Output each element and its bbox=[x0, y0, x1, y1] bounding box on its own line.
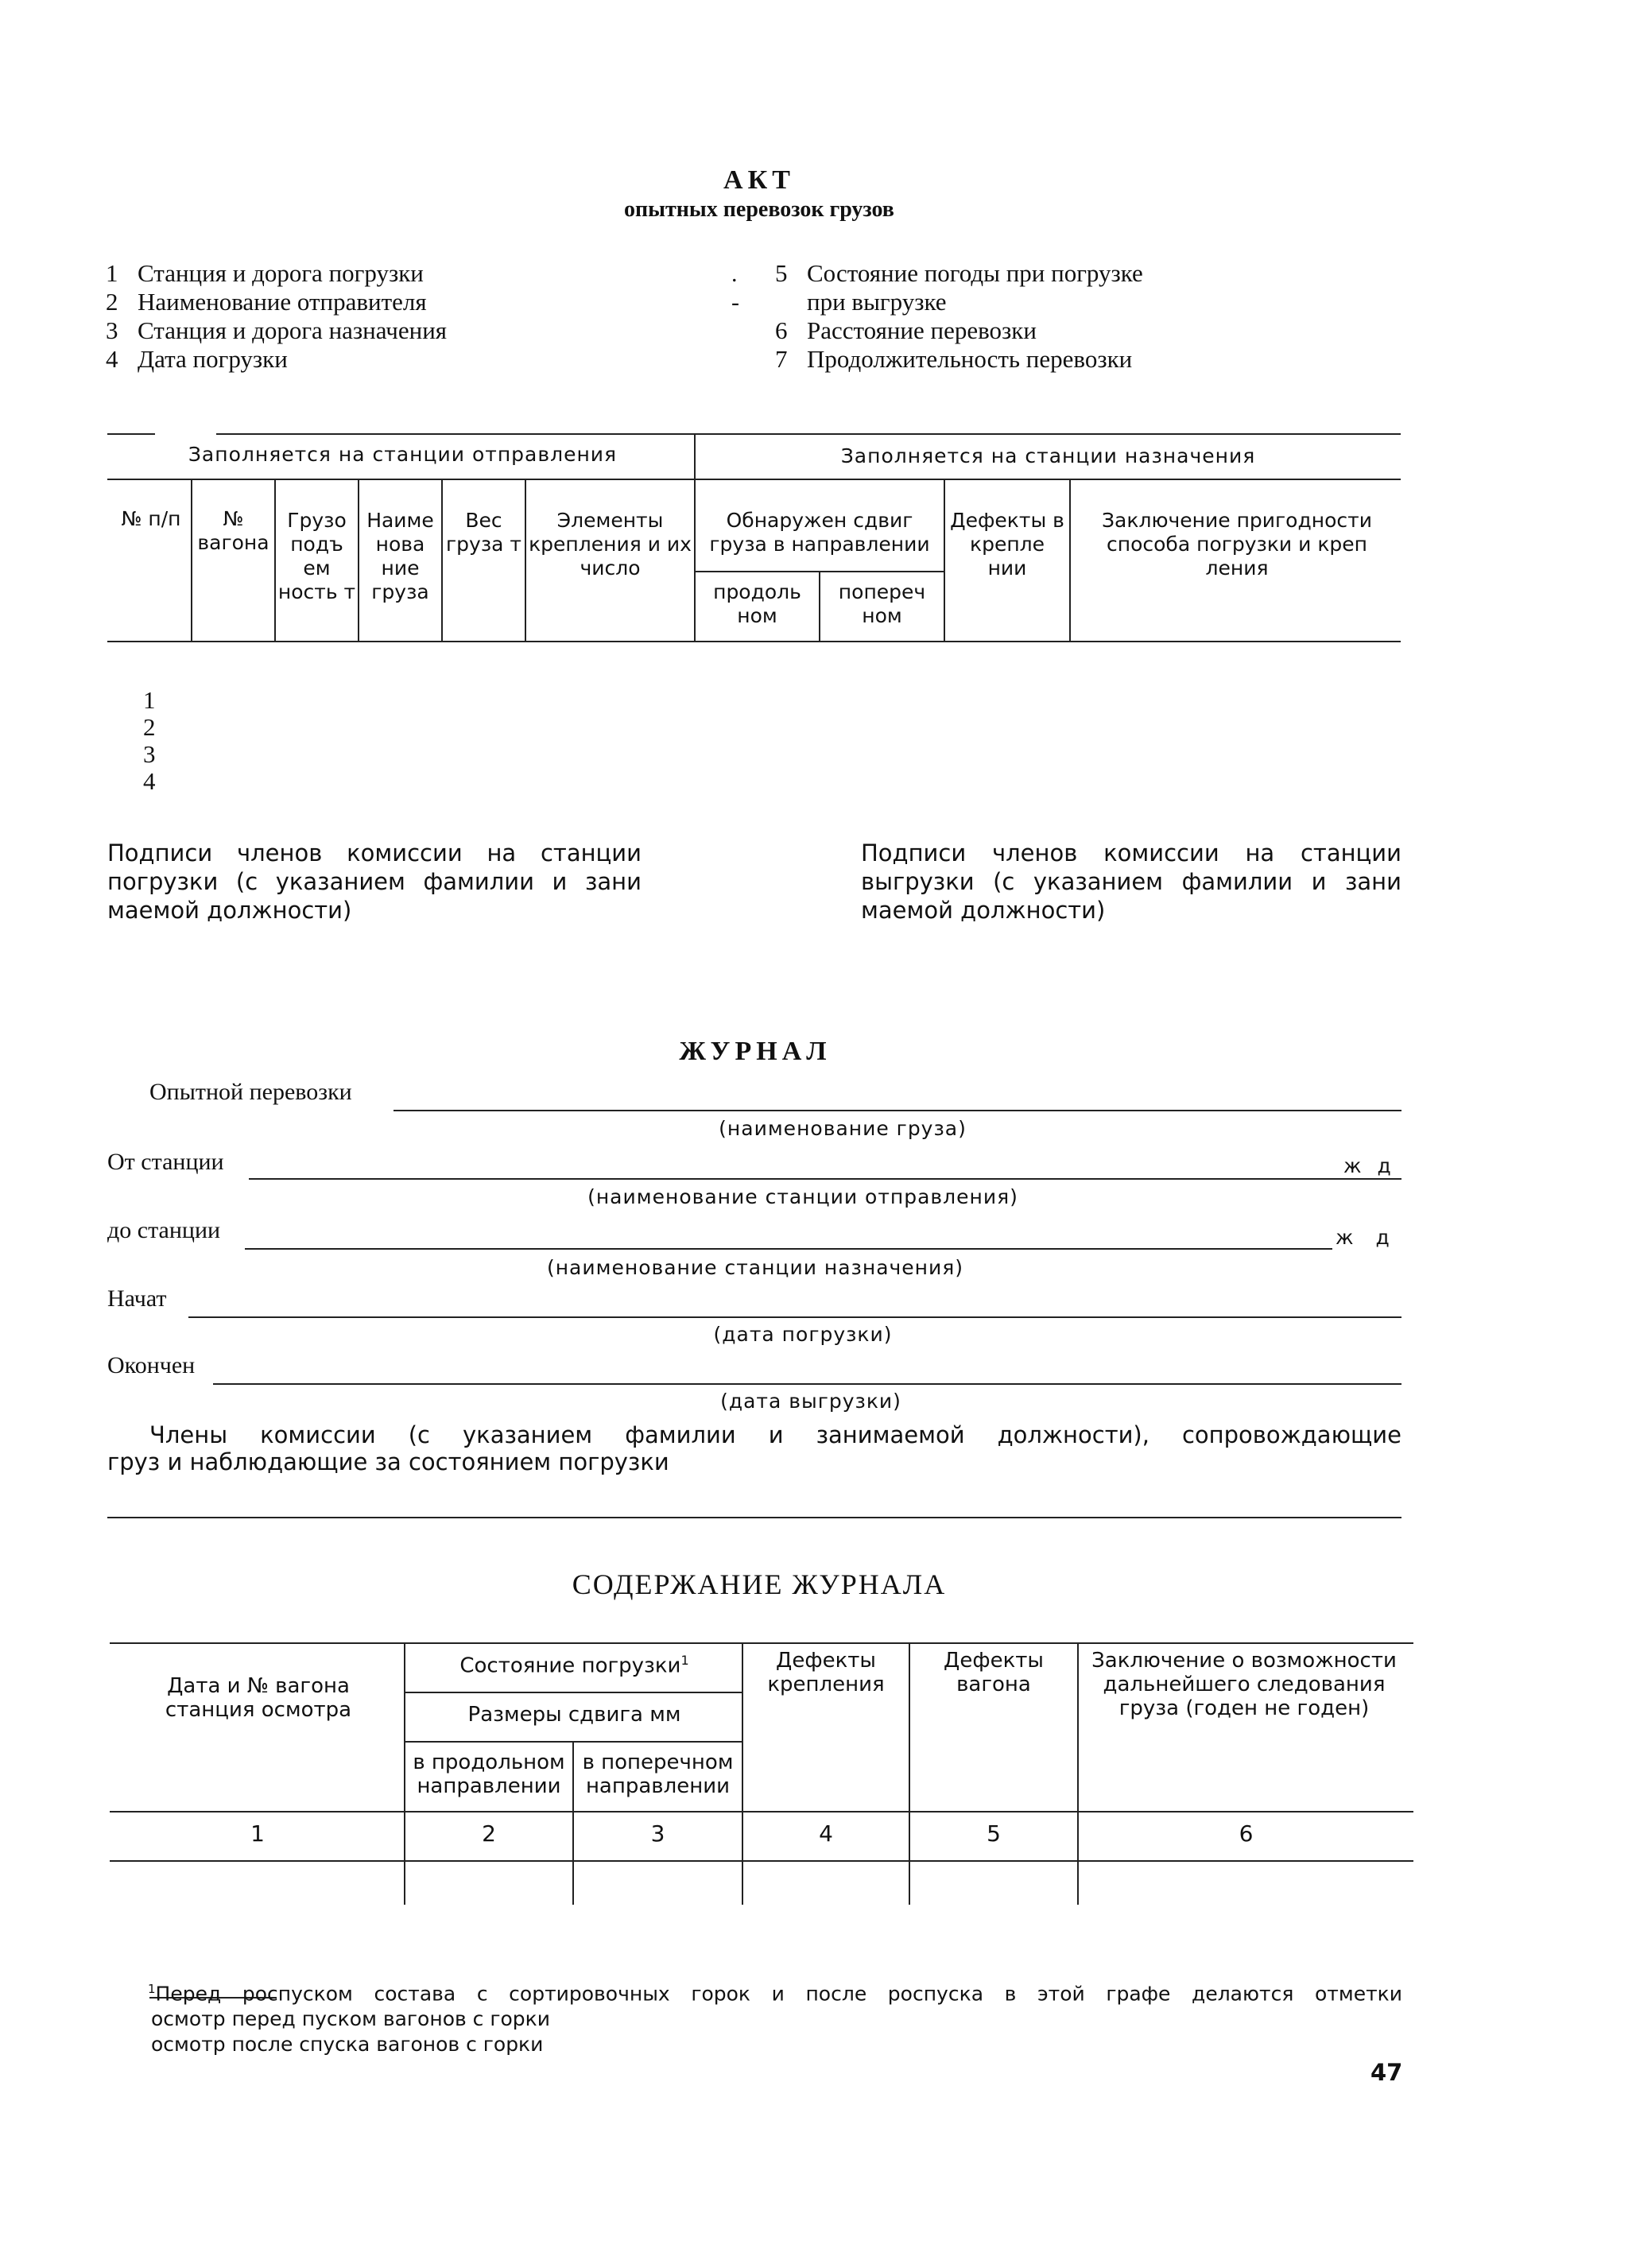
footnote: $^1$Перед роспуском состава с сортировочных горок и после роспуска в этой графе делаются отметки осмотр перед пуском вагонов с горки осмотр после спуска вагонов с горки bbox=[148, 1982, 1402, 2057]
row-number: 1 bbox=[143, 686, 156, 714]
act-subtitle: опытных перевозок грузов bbox=[624, 197, 894, 222]
field-hint-cargo: (наименование груза) bbox=[719, 1117, 967, 1140]
rule bbox=[107, 433, 155, 435]
list-item: 2 Наименование отправителя bbox=[106, 288, 427, 316]
col-header-shift-trans: попереч ном bbox=[838, 580, 926, 627]
col-header-shift: Обнаружен сдвиг груза в направлении bbox=[709, 509, 930, 556]
col-header-wagon: № вагона bbox=[197, 507, 269, 554]
col-header-date: Дата и № вагона станция осмотра bbox=[165, 1674, 352, 1722]
field-label-start: Начат bbox=[107, 1285, 167, 1312]
rule bbox=[107, 641, 1401, 642]
signatures-loading: Подписи членов комиссии на станции погрузки (с указанием фамилии и зани маемой должности) bbox=[107, 839, 642, 924]
group-header-departure: Заполняется на станции отправления bbox=[188, 443, 618, 466]
rule bbox=[405, 1741, 743, 1743]
list-item: при выгрузке bbox=[807, 288, 947, 316]
field-line-start bbox=[188, 1316, 1401, 1318]
col-header-weight: Вес груза т bbox=[446, 509, 521, 556]
col-header-sizes: Размеры сдвига мм bbox=[467, 1703, 681, 1727]
field-hint-from: (наименование станции отправления) bbox=[587, 1185, 1018, 1208]
field-hint-end: (дата выгрузки) bbox=[720, 1390, 901, 1413]
rule bbox=[110, 1642, 1413, 1644]
rule bbox=[191, 479, 192, 641]
row-number: 3 bbox=[143, 740, 156, 768]
signatures-unloading: Подписи членов комиссии на станции выгрузки (с указанием фамилии и зани маемой должности) bbox=[861, 839, 1401, 924]
rule bbox=[110, 1811, 1413, 1812]
col-header-cargo-name: Наиме нова ние груза bbox=[366, 509, 434, 603]
act-right-list bbox=[775, 259, 1143, 374]
col-number: 1 bbox=[250, 1820, 265, 1847]
members-line-1: Члены комиссии (с указанием фамилии и занимаемой должности), сопровождающие bbox=[149, 1421, 1401, 1448]
col-header-conclusion: Заключение о возможности дальнейшего следования груза (годен не годен) bbox=[1091, 1649, 1397, 1720]
field-line-to bbox=[245, 1248, 1332, 1250]
field-label-to: до станции bbox=[107, 1217, 221, 1243]
rule bbox=[441, 479, 443, 641]
row-number: 4 bbox=[143, 767, 156, 795]
field-label-from: От станции bbox=[107, 1149, 224, 1175]
act-left-list bbox=[106, 259, 447, 374]
col-header-capacity: Грузо подъ ем ность т bbox=[277, 509, 356, 603]
col-header-trans: в поперечном направлении bbox=[582, 1750, 734, 1798]
col-header-num: № п/п bbox=[121, 507, 181, 530]
rule bbox=[216, 433, 1401, 435]
col-number: 6 bbox=[1239, 1820, 1254, 1847]
row-number: 2 bbox=[143, 713, 156, 741]
journal-title: ЖУРНАЛ bbox=[679, 1037, 832, 1066]
list-item: 3 Станция и дорога назначения bbox=[106, 316, 448, 344]
list-item: 7 Продолжительность перевозки bbox=[775, 345, 1133, 373]
field-label-end: Окончен bbox=[107, 1352, 196, 1378]
field-line-end bbox=[213, 1383, 1401, 1385]
group-header-destination: Заполняется на станции назначения bbox=[840, 444, 1256, 467]
field-suffix-to: ж д bbox=[1336, 1226, 1398, 1249]
col-header-defects-wagon: Дефекты вагона bbox=[944, 1649, 1044, 1696]
content-title: СОДЕРЖАНИЕ ЖУРНАЛА bbox=[572, 1568, 947, 1600]
field-line-cargo bbox=[393, 1110, 1401, 1111]
field-hint-to: (наименование станции назначения) bbox=[546, 1256, 964, 1279]
rule bbox=[405, 1692, 743, 1693]
col-header-state: Состояние погрузки$^1$ bbox=[459, 1653, 689, 1678]
col-number: 4 bbox=[819, 1820, 833, 1847]
rule bbox=[107, 479, 1401, 480]
members-line-2: груз и наблюдающие за состоянием погрузки bbox=[107, 1448, 669, 1475]
rule bbox=[525, 479, 526, 641]
col-header-conclusion: Заключение пригодности способа погрузки и креп ления bbox=[1102, 509, 1372, 580]
col-header-shift-long: продоль ном bbox=[713, 580, 801, 627]
field-label-cargo: Опытной перевозки bbox=[149, 1079, 352, 1105]
dash-mark: . bbox=[731, 261, 738, 287]
col-number: 2 bbox=[482, 1820, 496, 1847]
dash-mark: - bbox=[731, 289, 739, 316]
list-item: 5 Состояние погоды при погрузке bbox=[775, 259, 1143, 287]
act-title: АКТ bbox=[723, 165, 795, 195]
list-item: 6 Расстояние перевозки bbox=[775, 316, 1037, 344]
col-header-defects-fixing: Дефекты крепления bbox=[767, 1649, 885, 1696]
rule bbox=[1069, 479, 1071, 641]
col-number: 3 bbox=[650, 1820, 665, 1847]
list-item: 1 Станция и дорога погрузки bbox=[106, 259, 424, 287]
field-line-from bbox=[249, 1178, 1401, 1180]
rule bbox=[110, 1860, 1413, 1862]
rule bbox=[944, 479, 945, 641]
page-number: 47 bbox=[1370, 2059, 1403, 2086]
col-number: 5 bbox=[987, 1820, 1001, 1847]
col-header-defects: Дефекты в крепле нии bbox=[950, 509, 1064, 580]
col-header-long: в продольном направлении bbox=[413, 1750, 565, 1798]
col-header-elements: Элементы крепления и их число bbox=[529, 509, 692, 580]
act-row-numbers bbox=[143, 687, 156, 795]
field-hint-start: (дата погрузки) bbox=[713, 1323, 893, 1346]
list-item: 4 Дата погрузки bbox=[106, 345, 288, 373]
field-suffix-from: ж д bbox=[1343, 1154, 1396, 1177]
members-line bbox=[107, 1517, 1401, 1518]
